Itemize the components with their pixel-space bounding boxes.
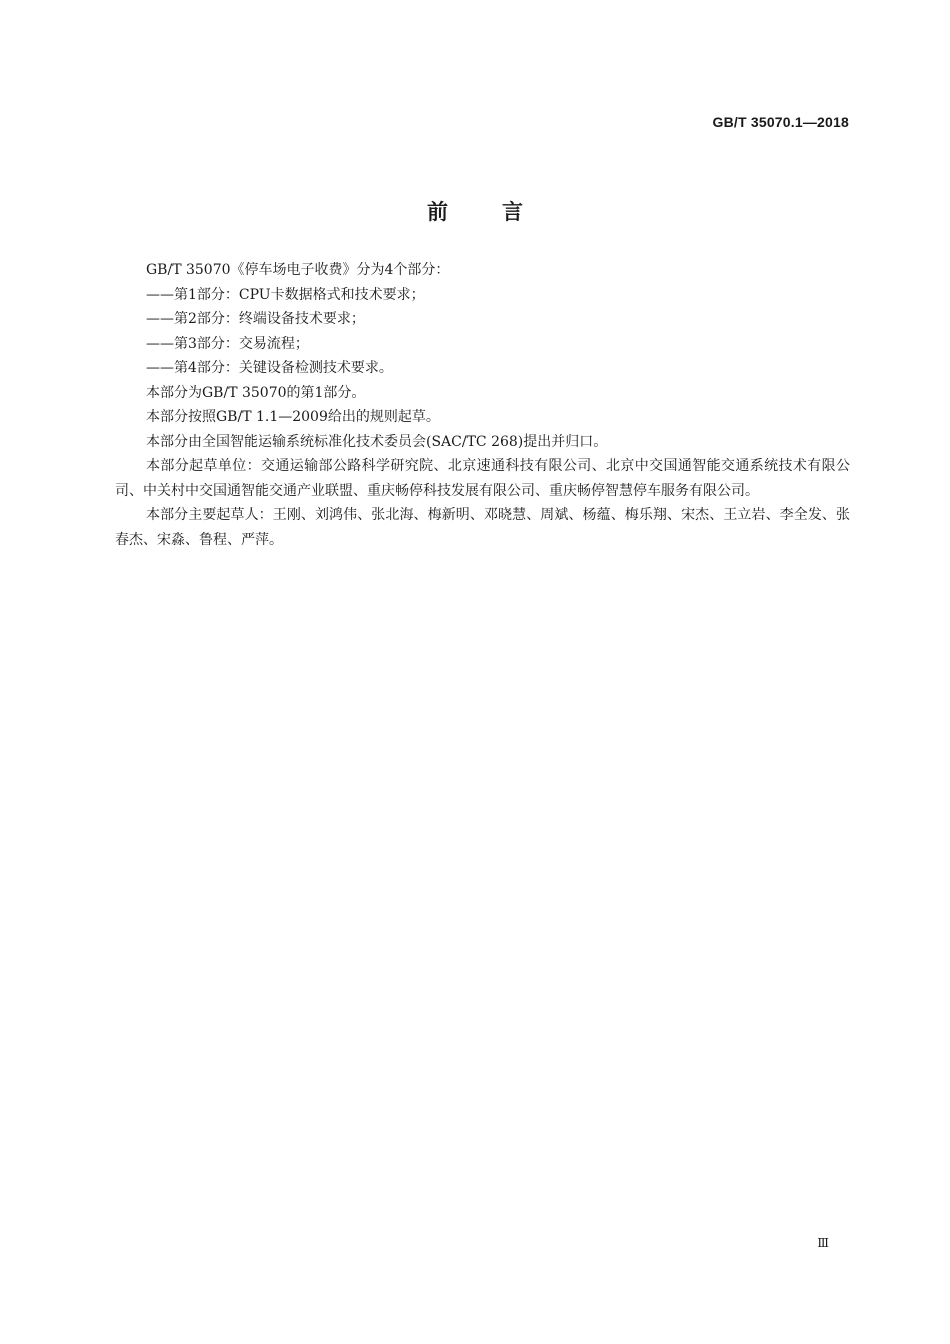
paragraph-parts-intro: GB/T 35070《停车场电子收费》分为4个部分： [146, 262, 450, 278]
preface-body [115, 258, 850, 552]
paragraph-drafting-units: 本部分起草单位：交通运输部公路科学研究院、北京速通科技有限公司、北京中交国通智能交通系统技术有限公司、中关村中交国通智能交通产业联盟、重庆畅停科技发展有限公司、重庆畅停智慧停车服务有限公司。 [115, 458, 850, 499]
title-char-2: 言 [502, 200, 523, 224]
title-char-1: 前 [427, 200, 448, 224]
paragraph-this-part: 本部分为GB/T 35070的第1部分。 [146, 384, 366, 401]
list-item-part-3: ——第3部分：交易流程； [146, 335, 309, 352]
paragraph-drafters: 本部分主要起草人：王刚、刘鸿伟、张北海、梅新明、邓晓慧、周斌、杨蕴、梅乐翔、宋杰、王立岩、李全发、张春杰、宋淼、鲁程、严萍。 [115, 507, 850, 548]
list-item-part-2: ——第2部分：终端设备技术要求； [146, 311, 365, 327]
paragraph-proposed-by: 本部分由全国智能运输系统标准化技术委员会(SAC/TC 268)提出并归口。 [146, 433, 608, 450]
list-item-part-1: ——第1部分：CPU卡数据格式和技术要求； [146, 286, 425, 303]
list-item-part-4: ——第4部分：关键设备检测技术要求。 [146, 360, 393, 376]
page-number: Ⅲ [817, 1236, 829, 1250]
page-title [0, 196, 950, 226]
standard-code: GB/T 35070.1—2018 [712, 114, 849, 130]
paragraph-drafting-rules: 本部分按照GB/T 1.1—2009给出的规则起草。 [146, 409, 440, 425]
